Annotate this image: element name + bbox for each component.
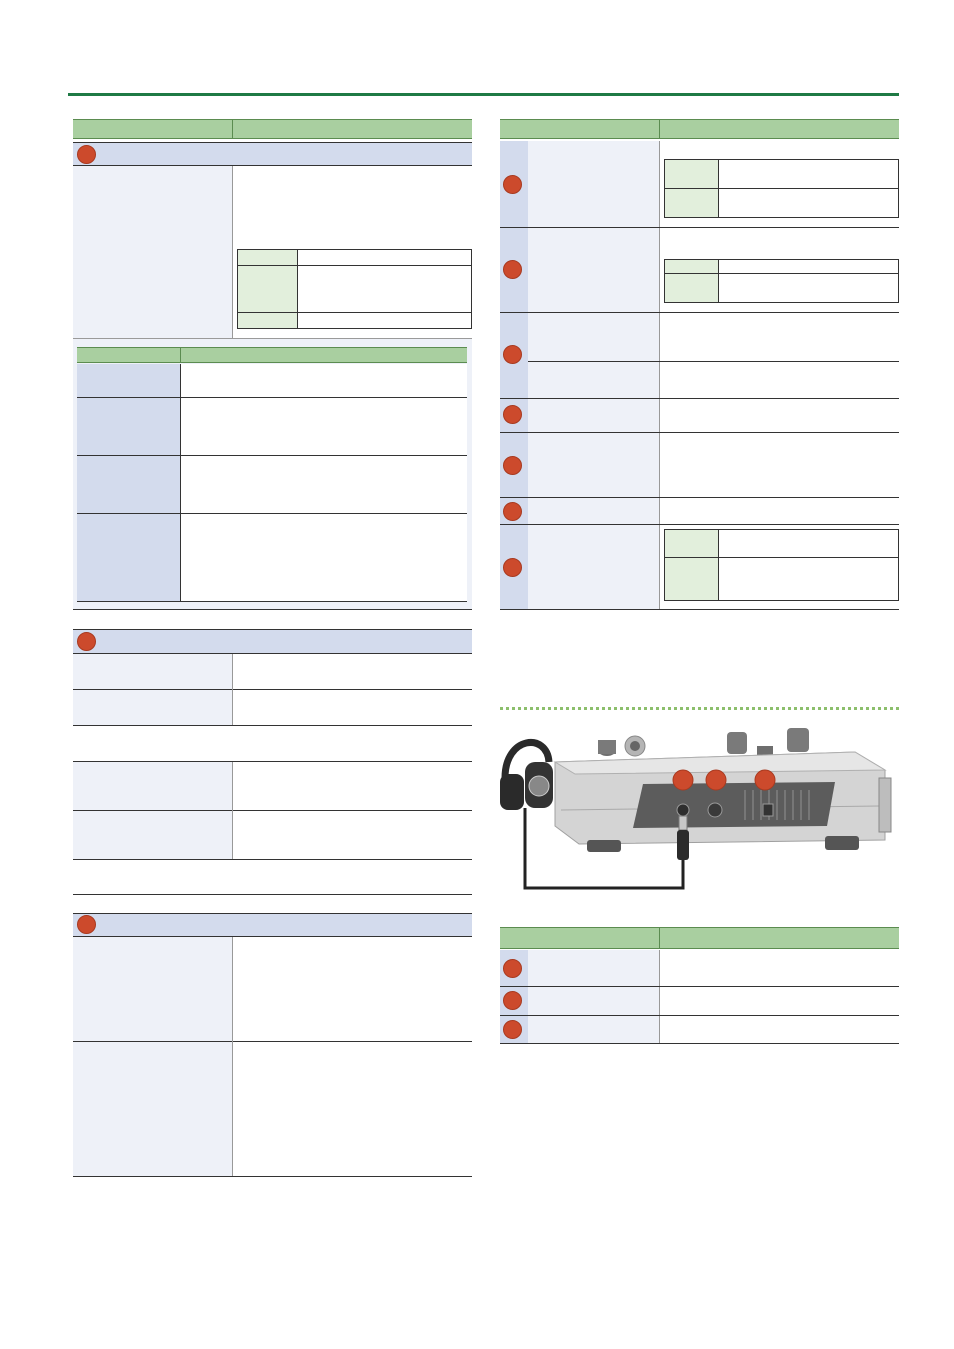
right-callout-4: [503, 405, 522, 424]
right-row2-bottom: [500, 312, 899, 313]
section-a-band: [73, 142, 472, 166]
section-a-callout: [77, 145, 96, 164]
section-b-vsep-2: [232, 762, 233, 859]
section-a-param-cell: [73, 166, 232, 338]
right-callout-column: [500, 141, 528, 609]
right-row1-bottom: [500, 227, 899, 228]
phone-plug-icon: [677, 816, 689, 860]
section-b-callout: [77, 632, 96, 651]
right-row5-bottom: [500, 497, 899, 498]
section-b-param-1: [73, 654, 232, 689]
right-callout-3: [503, 345, 522, 364]
inner-key-1: [238, 250, 298, 265]
section-c-vsep: [232, 937, 233, 1176]
right-vsep: [659, 141, 660, 609]
section-c-param-2: [73, 1042, 232, 1176]
right-callout-2: [503, 260, 522, 279]
right-row3-subdivider: [528, 361, 899, 362]
subtable-key-4: [77, 514, 180, 601]
right-row7-key-2: [665, 558, 719, 600]
subtable-val-3: [180, 456, 467, 513]
bottom-callout-1: [503, 959, 522, 978]
right-callout-7: [503, 558, 522, 577]
top-rule: [68, 93, 899, 96]
section-b-divider-5: [73, 859, 472, 860]
right-row1-key-1: [665, 160, 719, 188]
section-b-band: [73, 629, 472, 654]
bottom-callout-2: [503, 991, 522, 1010]
subtable-val-1: [180, 364, 467, 397]
right-row7-key-1: [665, 530, 719, 557]
right-callout-5: [503, 456, 522, 475]
bottom-header-divider: [659, 927, 660, 949]
section-c-callout: [77, 915, 96, 934]
subtable-header-divider: [180, 347, 181, 363]
illustration-callout-3: [755, 770, 775, 790]
right-row1-key-2: [665, 189, 719, 217]
illustration-callout-1: [673, 770, 693, 790]
subtable-header: [77, 347, 467, 363]
section-b-divider-2: [73, 725, 472, 726]
section-b-param-2: [73, 690, 232, 725]
subtable-key-2: [77, 398, 180, 455]
phones-jack: [677, 804, 689, 816]
bottom-row2-bottom: [500, 1015, 899, 1016]
inner-key-3: [238, 313, 298, 328]
subtable-key-3: [77, 456, 180, 513]
subtable-val-4: [180, 514, 467, 601]
power-switch: [763, 804, 773, 816]
device-knobs: [598, 728, 809, 756]
section-b-vsep-1: [232, 654, 233, 725]
right-table-header: [500, 119, 899, 139]
subtable-bottom: [77, 601, 467, 602]
bottom-row1-bottom: [500, 986, 899, 987]
inner-key-2: [238, 266, 298, 312]
right-row2-key-1: [665, 260, 719, 273]
bottom-table-bottom: [500, 1043, 899, 1044]
bottom-param-column: [528, 950, 659, 1043]
left-header-divider: [232, 119, 233, 139]
section-c-band: [73, 913, 472, 937]
device-front-panel: [633, 782, 835, 828]
right-row2-key-2: [665, 274, 719, 302]
section-c-bottom: [73, 1176, 472, 1177]
section-a-bottom: [73, 609, 472, 610]
right-row6-bottom: [500, 524, 899, 525]
right-table-bottom: [500, 609, 899, 610]
right-param-column: [528, 141, 659, 609]
dotted-separator: [500, 707, 899, 710]
phones-level-knob: [708, 803, 722, 817]
section-c-param-1: [73, 937, 232, 1041]
section-b-param-4: [73, 811, 232, 859]
left-table-header: [73, 119, 472, 139]
headphones-icon: [500, 742, 553, 810]
subtable-left-edge: [180, 364, 181, 601]
bottom-vsep: [659, 950, 660, 1043]
right-callout-6: [503, 502, 522, 521]
illustration-callout-2: [706, 770, 726, 790]
subtable-key-1: [77, 364, 180, 397]
right-row4-bottom: [500, 432, 899, 433]
right-row3-bottom: [500, 398, 899, 399]
bottom-callout-3: [503, 1020, 522, 1039]
bottom-table-header: [500, 927, 899, 949]
device-illustration: [495, 718, 899, 898]
right-header-divider: [659, 119, 660, 139]
right-callout-1: [503, 175, 522, 194]
section-b-param-3: [73, 762, 232, 810]
section-b-divider-6: [73, 894, 472, 895]
subtable-val-2: [180, 398, 467, 455]
